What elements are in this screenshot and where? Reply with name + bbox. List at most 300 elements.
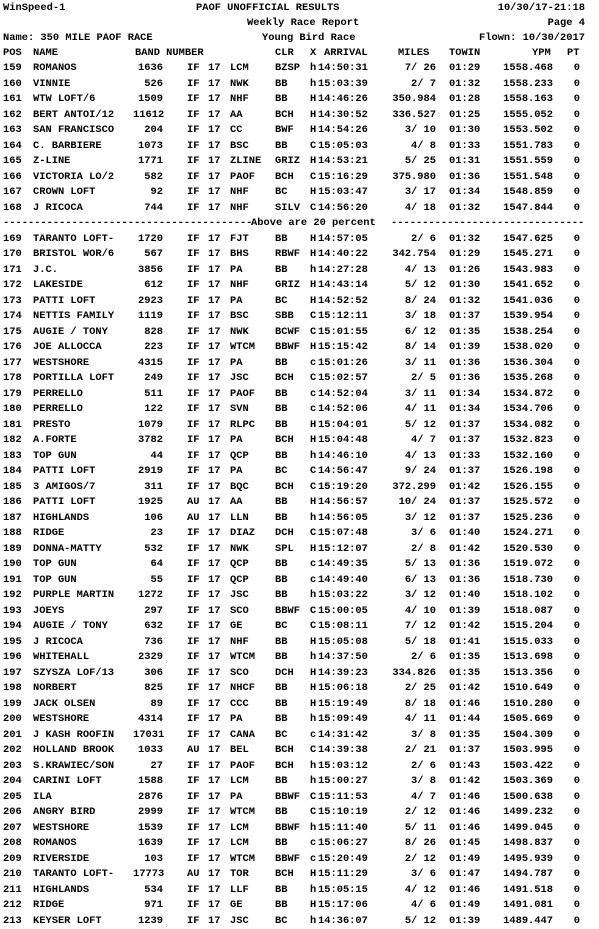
cell-name: BERT ANTOI/12 [33,108,114,124]
cell-club: LCM [230,821,249,837]
cell-pt: 0 [566,247,580,263]
cell-miles: 4/ 11 [378,402,436,418]
cell-pos: 194 [3,619,22,635]
cell-towin: 01:37 [449,495,480,511]
cell-arrival: 14:40:22 [318,247,368,263]
cell-arrival: 14:30:52 [318,108,368,124]
cell-pos: 187 [3,511,22,527]
cell-miles: 3/ 12 [378,588,436,604]
cell-name: J.C. [33,263,58,279]
cell-band: 1033 [133,743,163,759]
cell-sex: C [310,201,316,217]
cell-ypm: 1548.859 [496,185,553,201]
table-row [0,635,599,651]
cell-band: 311 [133,480,163,496]
cell-union: IF [187,433,199,449]
cell-year: 17 [208,139,220,155]
cell-arrival: 14:46:10 [318,449,368,465]
cell-band: 1720 [133,232,163,248]
cell-towin: 01:32 [449,77,480,93]
cell-year: 17 [208,557,220,573]
cell-pt: 0 [566,526,580,542]
cell-union: IF [187,480,199,496]
cell-arrival: 15:19:49 [318,697,368,713]
cell-pos: 209 [3,852,22,868]
cell-name: JACK OLSEN [33,697,95,713]
cell-towin: 01:39 [449,604,480,620]
cell-arrival: 15:06:18 [318,681,368,697]
cell-miles: 5/ 12 [378,418,436,434]
cell-arrival: 14:52:52 [318,294,368,310]
cell-club: WTCM [230,805,255,821]
cell-color: BB [275,418,287,434]
table-row [0,480,599,496]
cell-ypm: 1503.422 [496,759,553,775]
cell-ypm: 1494.787 [496,867,553,883]
cell-union: IF [187,666,199,682]
col-miles: MILES [398,46,429,62]
cell-towin: 01:36 [449,371,480,387]
cell-pos: 196 [3,650,22,666]
cell-pt: 0 [566,356,580,372]
cell-ypm: 1499.232 [496,805,553,821]
cell-pt: 0 [566,914,580,929]
table-row [0,666,599,682]
cell-color: BB [275,232,287,248]
cell-arrival: 15:11:53 [318,790,368,806]
cell-towin: 01:42 [449,774,480,790]
cell-arrival: 14:39:38 [318,743,368,759]
cell-union: IF [187,604,199,620]
cell-club: SCO [230,604,249,620]
col-pt: PT [567,46,579,62]
cell-year: 17 [208,712,220,728]
cell-arrival: 15:03:47 [318,185,368,201]
cell-club: PAOF [230,759,255,775]
cell-sex: H [310,867,316,883]
table-row [0,154,599,170]
separator-dashes-left: ---------------------------------------- [3,216,252,232]
cell-pt: 0 [566,557,580,573]
cell-club: LCM [230,774,249,790]
cell-color: BCWF [275,325,300,341]
cell-pt: 0 [566,201,580,217]
cell-year: 17 [208,371,220,387]
cell-pos: 162 [3,108,22,124]
cell-name: CROWN LOFT [33,185,95,201]
cell-club: CC [230,123,242,139]
cell-pos: 198 [3,681,22,697]
cell-miles: 5/ 13 [378,557,436,573]
cell-miles: 334.826 [378,666,436,682]
cell-year: 17 [208,185,220,201]
cell-pos: 159 [3,61,22,77]
cell-band: 297 [133,604,163,620]
cell-miles: 8/ 24 [378,294,436,310]
cell-year: 17 [208,108,220,124]
cell-miles: 342.754 [378,247,436,263]
cell-pt: 0 [566,464,580,480]
cell-name: RIDGE [33,898,64,914]
cell-year: 17 [208,325,220,341]
cell-band: 17773 [133,867,163,883]
cell-name: SAN FRANCISCO [33,123,114,139]
cell-name: HOLLAND BROOK [33,743,114,759]
cell-pos: 166 [3,170,22,186]
cell-sex: H [310,666,316,682]
cell-union: IF [187,805,199,821]
cell-sex: h [310,883,316,899]
cell-pos: 188 [3,526,22,542]
cell-towin: 01:28 [449,92,480,108]
cell-pt: 0 [566,77,580,93]
cell-ypm: 1534.082 [496,418,553,434]
cell-band: 4315 [133,356,163,372]
cell-ypm: 1520.530 [496,542,553,558]
cell-sex: c [310,852,316,868]
cell-union: IF [187,728,199,744]
page-number: Page 4 [548,16,585,32]
cell-year: 17 [208,387,220,403]
cell-pos: 177 [3,356,22,372]
cell-band: 64 [133,557,163,573]
cell-band: 103 [133,852,163,868]
cell-ypm: 1536.304 [496,356,553,372]
cell-pt: 0 [566,619,580,635]
cell-sex: h [310,759,316,775]
cell-towin: 01:29 [449,247,480,263]
separator-text: Above are 20 percent [251,216,376,232]
cell-pos: 161 [3,92,22,108]
cell-name: ILA [33,790,52,806]
table-row [0,557,599,573]
cell-club: LLN [230,511,249,527]
cell-towin: 01:39 [449,914,480,929]
cell-color: SBB [275,309,294,325]
cell-union: IF [187,573,199,589]
table-row [0,309,599,325]
cell-arrival: 14:49:40 [318,573,368,589]
cell-sex: c [310,728,316,744]
cell-band: 4314 [133,712,163,728]
cell-ypm: 1504.309 [496,728,553,744]
cell-miles: 2/ 7 [378,77,436,93]
cell-color: RBWF [275,247,300,263]
cell-name: WESTSHORE [33,821,89,837]
cell-towin: 01:40 [449,588,480,604]
cell-sex: H [310,108,316,124]
cell-club: PA [230,433,242,449]
cell-arrival: 15:20:49 [318,852,368,868]
cell-ypm: 1558.233 [496,77,553,93]
cell-pos: 175 [3,325,22,341]
cell-year: 17 [208,852,220,868]
cell-band: 27 [133,759,163,775]
cell-sex: C [310,805,316,821]
cell-sex: C [310,139,316,155]
cell-sex: H [310,542,316,558]
cell-color: BC [275,464,287,480]
cell-sex: c [310,356,316,372]
cell-year: 17 [208,867,220,883]
cell-arrival: 15:04:48 [318,433,368,449]
cell-ypm: 1545.271 [496,247,553,263]
cell-pos: 203 [3,759,22,775]
cell-year: 17 [208,728,220,744]
cell-year: 17 [208,433,220,449]
cell-arrival: 15:11:29 [318,867,368,883]
cell-towin: 01:42 [449,542,480,558]
cell-pos: 185 [3,480,22,496]
cell-color: BB [275,898,287,914]
cell-club: NHF [230,635,249,651]
cell-sex: H [310,697,316,713]
cell-club: PA [230,790,242,806]
cell-sex: C [310,743,316,759]
cell-union: AU [187,495,199,511]
cell-color: BB [275,139,287,155]
cell-union: IF [187,790,199,806]
table-row [0,898,599,914]
cell-pos: 184 [3,464,22,480]
cell-name: PORTILLA LOFT [33,371,114,387]
cell-pos: 167 [3,185,22,201]
cell-name: LAKESIDE [33,278,83,294]
race-type: Young Bird Race [262,31,356,47]
cell-band: 1272 [133,588,163,604]
cell-year: 17 [208,588,220,604]
cell-band: 1119 [133,309,163,325]
cell-year: 17 [208,263,220,279]
cell-towin: 01:31 [449,154,480,170]
cell-arrival: 14:56:05 [318,511,368,527]
cell-year: 17 [208,511,220,527]
cell-union: IF [187,681,199,697]
cell-color: BCH [275,480,294,496]
cell-band: 511 [133,387,163,403]
cell-color: BC [275,619,287,635]
cell-arrival: 15:00:27 [318,774,368,790]
table-row [0,108,599,124]
cell-ypm: 1538.020 [496,340,553,356]
cell-ypm: 1553.502 [496,123,553,139]
cell-color: BC [275,728,287,744]
cell-club: GE [230,898,242,914]
cell-club: NWK [230,77,249,93]
cell-color: BBWF [275,852,300,868]
flown-date: Flown: 10/30/2017 [479,31,585,47]
cell-band: 44 [133,449,163,465]
col-ypm: YPM [532,46,551,62]
cell-club: PA [230,356,242,372]
table-row [0,371,599,387]
table-row [0,821,599,837]
cell-color: BBWF [275,821,300,837]
cell-sex: H [310,154,316,170]
cell-year: 17 [208,619,220,635]
cell-miles: 5/ 18 [378,635,436,651]
cell-club: NHCF [230,681,255,697]
cell-pt: 0 [566,604,580,620]
cell-club: JSC [230,914,249,929]
cell-arrival: 15:06:27 [318,836,368,852]
cell-arrival: 14:43:14 [318,278,368,294]
cell-club: ZLINE [230,154,261,170]
cell-club: CANA [230,728,255,744]
cell-ypm: 1513.356 [496,666,553,682]
cell-band: 92 [133,185,163,201]
report-datetime: 10/30/17-21:18 [498,1,585,17]
cell-year: 17 [208,836,220,852]
cell-ypm: 1526.198 [496,464,553,480]
cell-name: ANGRY BIRD [33,805,95,821]
cell-color: BB [275,92,287,108]
cell-color: BWF [275,123,294,139]
cell-sex: C [310,170,316,186]
cell-miles: 3/ 12 [378,511,436,527]
cell-towin: 01:34 [449,402,480,418]
table-row [0,387,599,403]
cell-towin: 01:37 [449,433,480,449]
table-row [0,712,599,728]
cell-pos: 160 [3,77,22,93]
cell-band: 55 [133,573,163,589]
cell-club: BSC [230,309,249,325]
cell-arrival: 15:05:15 [318,883,368,899]
cell-union: IF [187,883,199,899]
cell-pos: 169 [3,232,22,248]
cell-miles: 3/ 8 [378,774,436,790]
cell-union: IF [187,92,199,108]
cell-year: 17 [208,650,220,666]
cell-name: TOP GUN [33,449,77,465]
cell-year: 17 [208,526,220,542]
cell-pos: 193 [3,604,22,620]
cell-towin: 01:42 [449,480,480,496]
cell-name: A.FORTE [33,433,77,449]
cell-color: BCH [275,108,294,124]
cell-miles: 3/ 8 [378,728,436,744]
cell-sex: C [310,480,316,496]
cell-towin: 01:39 [449,340,480,356]
table-row [0,883,599,899]
cell-towin: 01:44 [449,712,480,728]
cell-color: BB [275,650,287,666]
cell-arrival: 15:05:03 [318,139,368,155]
cell-club: NWK [230,325,249,341]
cell-ypm: 1495.939 [496,852,553,868]
cell-ypm: 1518.102 [496,588,553,604]
cell-color: BB [275,263,287,279]
cell-pos: 210 [3,867,22,883]
cell-name: PATTI LOFT [33,464,95,480]
cell-union: IF [187,185,199,201]
table-row [0,604,599,620]
cell-pos: 173 [3,294,22,310]
cell-towin: 01:25 [449,108,480,124]
cell-pos: 204 [3,774,22,790]
cell-ypm: 1547.844 [496,201,553,217]
cell-miles: 8/ 18 [378,697,436,713]
cell-miles: 4/ 6 [378,898,436,914]
cell-pt: 0 [566,309,580,325]
cell-name: JOEYS [33,604,64,620]
cell-name: PRESTO [33,418,70,434]
table-row [0,92,599,108]
table-row [0,61,599,77]
cell-towin: 01:32 [449,201,480,217]
cell-union: IF [187,542,199,558]
cell-year: 17 [208,697,220,713]
cell-ypm: 1510.280 [496,697,553,713]
cell-band: 106 [133,511,163,527]
cell-pt: 0 [566,371,580,387]
cell-ypm: 1534.872 [496,387,553,403]
cell-club: RLPC [230,418,255,434]
cell-sex: h [310,77,316,93]
cell-club: PA [230,263,242,279]
cell-miles: 4/ 18 [378,201,436,217]
cell-color: BB [275,402,287,418]
cell-sex: c [310,387,316,403]
table-row [0,247,599,263]
cell-band: 534 [133,883,163,899]
cell-arrival: 15:00:05 [318,604,368,620]
header-line-2 [0,16,599,32]
cell-sex: c [310,402,316,418]
table-row [0,325,599,341]
cell-pt: 0 [566,542,580,558]
cell-towin: 01:37 [449,418,480,434]
cell-miles: 3/ 10 [378,123,436,139]
cell-band: 306 [133,666,163,682]
cell-band: 249 [133,371,163,387]
cell-towin: 01:37 [449,309,480,325]
table-row [0,418,599,434]
cell-miles: 2/ 21 [378,743,436,759]
cell-arrival: 15:08:11 [318,619,368,635]
cell-year: 17 [208,681,220,697]
cell-miles: 6/ 12 [378,325,436,341]
cell-color: GRIZ [275,154,300,170]
cell-pos: 179 [3,387,22,403]
cell-year: 17 [208,278,220,294]
table-row [0,232,599,248]
cell-ypm: 1555.052 [496,108,553,124]
cell-club: CCC [230,697,249,713]
cell-towin: 01:32 [449,294,480,310]
cell-club: NHF [230,278,249,294]
cell-towin: 01:37 [449,743,480,759]
cell-sex: h [310,821,316,837]
cell-pt: 0 [566,774,580,790]
cell-towin: 01:37 [449,464,480,480]
cell-towin: 01:35 [449,325,480,341]
cell-pt: 0 [566,123,580,139]
cell-color: BC [275,914,287,929]
cell-name: BRISTOL WOR/6 [33,247,114,263]
cell-name: S.KRAWIEC/SON [33,759,114,775]
cell-band: 828 [133,325,163,341]
cell-club: SVN [230,402,249,418]
cell-year: 17 [208,635,220,651]
cell-towin: 01:36 [449,356,480,372]
report-title: PAOF UNOFFICIAL RESULTS [196,1,339,17]
cell-pt: 0 [566,790,580,806]
cell-sex: C [310,604,316,620]
cell-name: ROMANOS [33,61,77,77]
cell-color: BB [275,356,287,372]
